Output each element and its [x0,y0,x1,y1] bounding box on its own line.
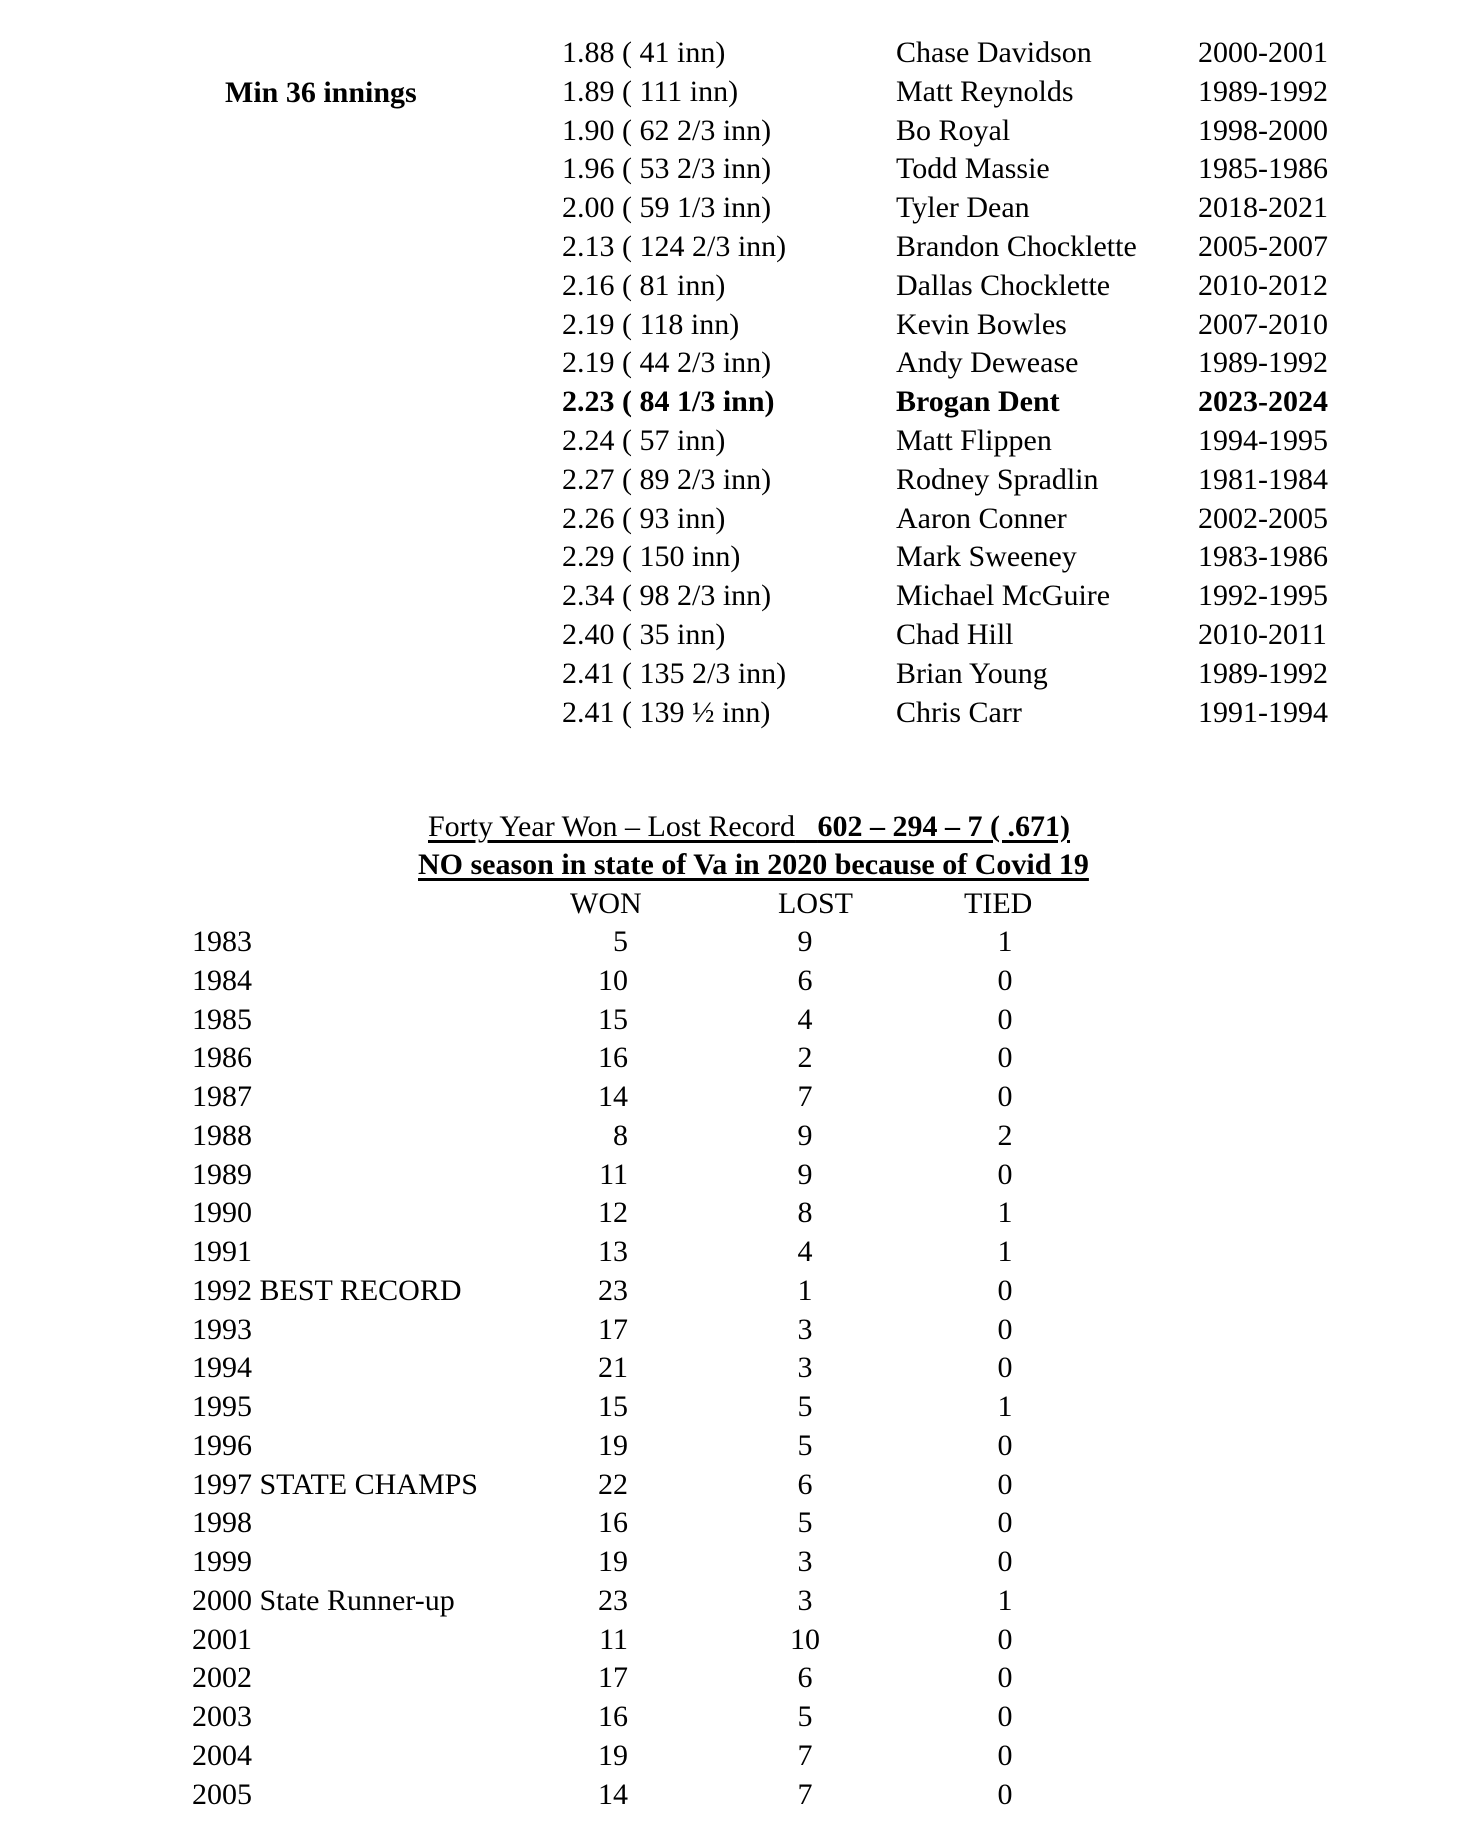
era-value: 2.40 ( 35 inn) [562,617,726,651]
season-lost: 9 [797,1157,813,1191]
season-tied: 0 [997,1351,1013,1385]
season-tied: 0 [997,1777,1013,1811]
season-tied: 2 [997,1118,1013,1152]
season-won: 21 [598,1351,628,1385]
season-won: 12 [598,1196,628,1230]
season-tied: 1 [997,1196,1013,1230]
season-lost: 7 [797,1080,813,1113]
era-value: 1.96 ( 53 2/3 inn) [562,152,772,186]
season-year: 1985 [192,1002,252,1036]
era-row [0,34,1468,73]
era-row [0,694,1468,733]
column-header-lost: LOST [778,887,853,920]
season-tied: 0 [997,1080,1013,1113]
season-tied: 0 [997,1273,1013,1307]
season-row [0,1039,1468,1078]
era-value: 2.19 ( 44 2/3 inn) [562,346,772,380]
era-value: 2.23 ( 84 1/3 inn) [562,385,775,419]
season-row [0,1311,1468,1350]
season-row [0,1659,1468,1698]
season-lost: 6 [797,1661,813,1695]
min-innings-label: Min 36 innings [225,76,417,109]
season-won: 17 [598,1661,628,1695]
era-row [0,150,1468,189]
era-value: 2.24 ( 57 inn) [562,423,726,457]
era-value: 2.26 ( 93 inn) [562,501,726,535]
season-tied: 0 [997,1545,1013,1578]
pitcher-name: Bo Royal [896,113,1011,147]
season-year: 2001 [192,1622,252,1656]
season-row [0,1272,1468,1311]
season-year: 1989 [192,1157,252,1191]
pitcher-years: 1992-1995 [1198,579,1328,613]
season-row [0,1078,1468,1117]
season-row [0,923,1468,962]
season-lost: 3 [797,1351,813,1385]
pitcher-name: Dallas Chocklette [896,268,1111,302]
era-row [0,306,1468,345]
season-lost: 2 [797,1041,813,1075]
season-lost: 5 [797,1428,813,1462]
pitcher-name: Aaron Conner [896,501,1067,535]
season-year: 1998 [192,1506,252,1540]
season-tied: 1 [997,1583,1013,1617]
season-tied: 0 [997,1738,1013,1772]
era-value: 2.27 ( 89 2/3 inn) [562,462,772,496]
season-won: 15 [598,1002,628,1036]
season-row [0,1582,1468,1621]
season-row [0,1349,1468,1388]
era-leaders-list [0,34,1468,732]
season-won: 13 [598,1235,628,1268]
season-lost: 6 [797,963,813,997]
pitcher-name: Mark Sweeney [896,540,1077,574]
pitcher-years: 2005-2007 [1198,229,1328,263]
era-row [0,422,1468,461]
pitcher-years: 2010-2012 [1198,268,1328,302]
pitcher-years: 1981-1984 [1198,462,1328,496]
season-year: 1984 [192,963,252,997]
season-won: 23 [598,1583,628,1617]
season-year: 2005 [192,1777,252,1811]
season-year: 1988 [192,1118,252,1152]
era-row [0,655,1468,694]
pitcher-years: 1989-1992 [1198,656,1328,690]
season-year: 2002 [192,1661,252,1695]
pitcher-years: 1991-1994 [1198,695,1328,729]
season-row [0,1737,1468,1776]
pitcher-name: Brogan Dent [896,385,1060,419]
season-lost: 9 [797,1118,813,1152]
season-row [0,1621,1468,1660]
era-row [0,616,1468,655]
season-won: 15 [598,1390,628,1423]
season-row [0,1776,1468,1815]
season-year: 1991 [192,1235,252,1268]
era-row [0,383,1468,422]
era-value: 2.00 ( 59 1/3 inn) [562,191,772,225]
season-lost: 5 [797,1506,813,1540]
season-lost: 9 [797,925,813,958]
pitcher-name: Chris Carr [896,695,1022,729]
season-row [0,1001,1468,1040]
season-tied: 0 [997,1506,1013,1540]
season-tied: 0 [997,1002,1013,1036]
season-lost: 1 [797,1273,813,1307]
season-won: 19 [598,1545,628,1578]
covid-note: NO season in state of Va in 2020 because of Covid 19 [418,848,1089,881]
era-row [0,267,1468,306]
season-lost: 3 [797,1583,813,1617]
era-value: 2.19 ( 118 inn) [562,307,740,341]
column-header-won: WON [570,887,642,920]
season-row [0,1233,1468,1272]
season-won: 8 [613,1118,628,1152]
season-row [0,1504,1468,1543]
season-year: 1992 BEST RECORD [192,1273,462,1307]
era-row [0,73,1468,112]
era-value: 2.41 ( 135 2/3 inn) [562,656,787,690]
pitcher-years: 1989-1992 [1198,74,1328,108]
season-year: 1986 [192,1041,252,1075]
pitcher-years: 2007-2010 [1198,307,1328,341]
season-tied: 0 [997,1661,1013,1695]
pitcher-name: Todd Massie [896,152,1050,186]
season-won: 11 [599,1622,628,1656]
season-won: 17 [598,1312,628,1346]
season-year: 1990 [192,1196,252,1230]
pitcher-years: 2000-2001 [1198,36,1328,69]
season-year: 1996 [192,1428,252,1462]
pitcher-name: Rodney Spradlin [896,462,1099,496]
season-won: 16 [598,1700,628,1733]
season-row [0,1388,1468,1427]
season-tied: 0 [997,1467,1013,1501]
season-won: 23 [598,1273,628,1307]
era-value: 2.13 ( 124 2/3 inn) [562,229,787,263]
season-row [0,1698,1468,1737]
season-won: 14 [598,1080,628,1113]
season-tied: 0 [997,963,1013,997]
pitcher-years: 2023-2024 [1198,385,1328,419]
season-year: 2004 [192,1738,252,1772]
era-value: 2.16 ( 81 inn) [562,268,726,302]
season-year: 1983 [192,925,252,958]
season-won: 10 [598,963,628,997]
season-won: 16 [598,1506,628,1540]
season-lost: 3 [797,1545,813,1578]
season-lost: 5 [797,1390,813,1423]
season-row [0,962,1468,1001]
season-lost: 10 [790,1622,820,1656]
pitcher-name: Chad Hill [896,617,1014,651]
season-tied: 0 [997,1041,1013,1075]
season-lost: 4 [797,1235,813,1268]
season-lost: 5 [797,1700,813,1733]
season-lost: 7 [797,1738,813,1772]
season-year: 1995 [192,1390,252,1423]
pitcher-years: 2018-2021 [1198,191,1328,225]
season-tied: 0 [997,1700,1013,1733]
season-won: 19 [598,1738,628,1772]
season-year: 1993 [192,1312,252,1346]
season-row [0,1543,1468,1582]
pitcher-years: 1994-1995 [1198,423,1328,457]
record-heading-label: Forty Year Won – Lost Record [428,810,796,843]
season-year: 1987 [192,1080,252,1113]
pitcher-name: Michael McGuire [896,579,1111,613]
season-lost: 6 [797,1467,813,1501]
era-row [0,461,1468,500]
era-value: 2.34 ( 98 2/3 inn) [562,579,772,613]
season-lost: 8 [797,1196,813,1230]
season-won: 5 [613,925,628,958]
era-value: 2.41 ( 139 ½ inn) [562,695,771,729]
pitcher-name: Brandon Chocklette [896,229,1137,263]
season-tied: 0 [997,1312,1013,1346]
pitcher-name: Brian Young [896,656,1048,690]
era-value: 1.89 ( 111 inn) [562,74,739,108]
season-year: 1994 [192,1351,252,1385]
season-won: 19 [598,1428,628,1462]
season-won: 22 [598,1467,628,1501]
season-row [0,1156,1468,1195]
pitcher-years: 2010-2011 [1198,617,1327,651]
pitcher-name: Tyler Dean [896,191,1030,225]
pitcher-years: 2002-2005 [1198,501,1328,535]
season-tied: 0 [997,1428,1013,1462]
season-year: 2003 [192,1700,252,1733]
season-tied: 1 [997,1390,1013,1423]
season-row [0,1427,1468,1466]
era-row [0,112,1468,151]
season-year: 1997 STATE CHAMPS [192,1467,478,1501]
season-lost: 7 [797,1777,813,1811]
season-row [0,1466,1468,1505]
season-year: 2000 State Runner-up [192,1583,455,1617]
season-lost: 3 [797,1312,813,1346]
era-row [0,189,1468,228]
pitcher-years: 1983-1986 [1198,540,1328,574]
pitcher-name: Kevin Bowles [896,307,1067,341]
era-value: 1.88 ( 41 inn) [562,36,726,69]
pitcher-name: Matt Reynolds [896,74,1074,108]
era-row [0,228,1468,267]
pitcher-name: Chase Davidson [896,36,1092,69]
pitcher-name: Matt Flippen [896,423,1052,457]
era-value: 1.90 ( 62 2/3 inn) [562,113,772,147]
pitcher-years: 1989-1992 [1198,346,1328,380]
era-row [0,577,1468,616]
season-tied: 1 [997,925,1013,958]
era-row [0,500,1468,539]
season-lost: 4 [797,1002,813,1036]
season-record-table [0,923,1468,1814]
season-won: 11 [599,1157,628,1191]
season-won: 16 [598,1041,628,1075]
era-row [0,344,1468,383]
season-tied: 0 [997,1157,1013,1191]
season-row [0,1194,1468,1233]
season-tied: 1 [997,1235,1013,1268]
season-won: 14 [598,1777,628,1811]
pitcher-name: Andy Dewease [896,346,1079,380]
era-row [0,538,1468,577]
column-header-tied: TIED [964,887,1033,920]
record-heading-total: 602 – 294 – 7 ( .671) [817,810,1071,843]
pitcher-years: 1998-2000 [1198,113,1328,147]
pitcher-years: 1985-1986 [1198,152,1328,186]
season-year: 1999 [192,1545,252,1578]
era-value: 2.29 ( 150 inn) [562,540,741,574]
season-row [0,1117,1468,1156]
season-tied: 0 [997,1622,1013,1656]
record-heading [428,808,1070,846]
